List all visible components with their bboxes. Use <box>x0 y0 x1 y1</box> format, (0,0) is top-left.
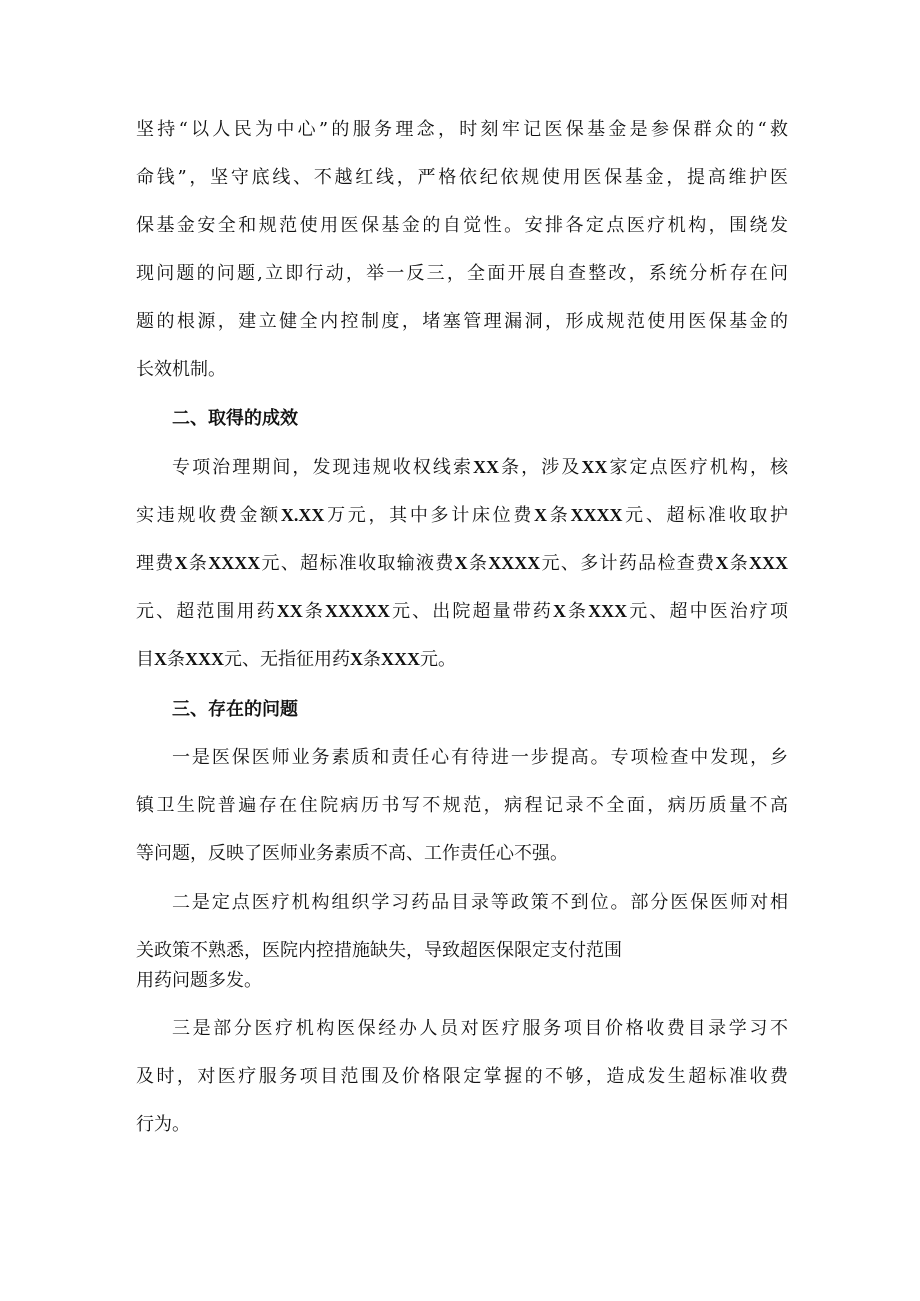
results-line-1: 专项治理期间，发现违规收权线索XX条，涉及XX家定点医疗机构，核 <box>172 457 789 478</box>
problem-3-line-2: 及时，对医疗服务项目范围及价格限定掌握的不够，造成发生超标准收费 <box>136 1066 788 1087</box>
problem-2-line-2: 关政策不熟悉，医院内控措施缺失，导致超医保限定支付范围 <box>136 940 622 961</box>
problem-1-line-3: 等问题，反映了医师业务素质不高、工作责任心不强。 <box>136 843 568 864</box>
intro-line-1: 坚持“以人民为中心”的服务理念，时刻牢记医保基金是参保群众的“救 <box>136 119 788 140</box>
intro-line-6: 长效机制。 <box>136 359 226 380</box>
problem-2-line-3: 用药问题多发。 <box>136 970 262 991</box>
intro-line-4: 现问题的问题,立即行动，举一反三，全面开展自查整改，系统分析存在问 <box>136 263 788 284</box>
intro-line-2: 命钱”，坚守底线、不越红线，严格依纪依规使用医保基金，提高维护医 <box>136 167 788 188</box>
problem-2-line-1: 二是定点医疗机构组织学习药品目录等政策不到位。部分医保医师对相 <box>172 892 788 913</box>
results-line-2: 实违规收费金额X.XX万元，其中多计床位费X条XXXX元、超标准收取护 <box>136 505 789 526</box>
intro-line-5: 题的根源，建立健全内控制度，堵塞管理漏洞，形成规范使用医保基金的 <box>136 311 788 332</box>
section-heading-problems: 三、存在的问题 <box>172 699 298 720</box>
intro-line-3: 保基金安全和规范使用医保基金的自觉性。安排各定点医疗机构，围绕发 <box>136 215 788 236</box>
problem-1-line-1: 一是医保医师业务素质和责任心有待进一步提高。专项检查中发现，乡 <box>172 747 788 768</box>
results-line-5: 目X条XXX元、无指征用药X条XXX元。 <box>136 649 456 670</box>
problem-3-line-3: 行为。 <box>136 1114 190 1135</box>
problem-3-line-1: 三是部分医疗机构医保经办人员对医疗服务项目价格收费目录学习不 <box>172 1018 788 1039</box>
section-heading-results: 二、取得的成效 <box>172 408 298 429</box>
results-line-4: 元、超范围用药XX条XXXXX元、出院超量带药X条XXX元、超中医治疗项 <box>136 601 789 622</box>
problem-1-line-2: 镇卫生院普遍存在住院病历书写不规范，病程记录不全面，病历质量不高 <box>136 795 788 816</box>
results-line-3: 理费X条XXXX元、超标准收取输液费X条XXXX元、多计药品检查费X条XXX <box>136 553 789 574</box>
